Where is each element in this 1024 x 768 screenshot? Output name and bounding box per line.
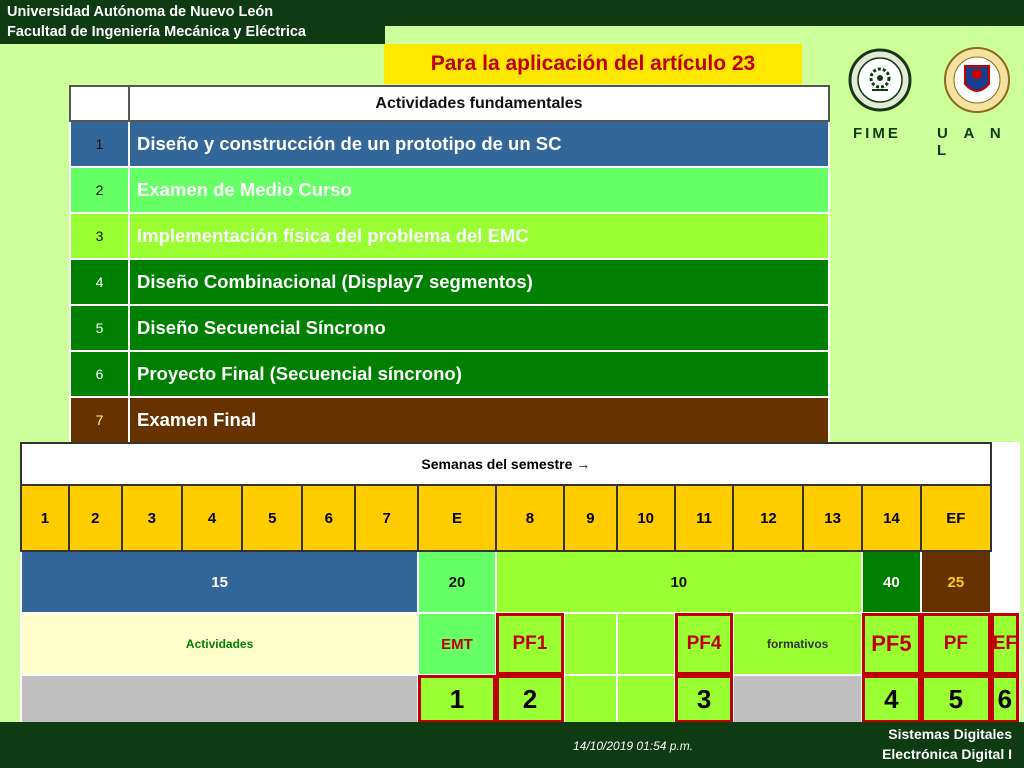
week-cell: 3 (122, 485, 182, 551)
week-cell: 13 (803, 485, 861, 551)
activities-header: Actividades fundamentales (129, 86, 829, 121)
faculty-name: Facultad de Ingeniería Mecánica y Eléctrica (7, 24, 306, 40)
week-cell: 2 (69, 485, 122, 551)
activity-code: PF1 (496, 613, 564, 675)
activity-row (70, 213, 829, 259)
weight-cell: 15 (21, 551, 418, 613)
empty-cell (564, 613, 617, 675)
activity-code: EF (991, 613, 1019, 675)
week-cell: 10 (617, 485, 675, 551)
course-name: Sistemas Digitales (888, 726, 1012, 742)
activity-row (70, 259, 829, 305)
empty-cell (564, 675, 617, 723)
order-number: 1 (418, 675, 496, 723)
activities-label: Actividades (21, 613, 418, 675)
activity-text: Proyecto Final (Secuencial síncrono) (129, 351, 829, 397)
weight-cell: 10 (496, 551, 862, 613)
activities-table (69, 85, 830, 444)
order-number: 2 (496, 675, 564, 723)
week-cell: 6 (302, 485, 355, 551)
activity-code: PF4 (675, 613, 734, 675)
activities-header-blank (70, 86, 129, 121)
empty-cell (617, 613, 675, 675)
week-cell: 12 (733, 485, 803, 551)
order-number: 4 (862, 675, 921, 723)
activities-row (21, 613, 1019, 675)
activity-number: 6 (70, 351, 129, 397)
slide-title: Para la aplicación del artículo 23 (384, 44, 802, 84)
activity-number: 4 (70, 259, 129, 305)
weeks-header: Semanas del semestre → (21, 443, 991, 485)
activity-row (70, 305, 829, 351)
weeks-header-row (21, 443, 1019, 485)
weeks-row (21, 485, 1019, 551)
activity-text: Examen Final (129, 397, 829, 443)
week-cell: 11 (675, 485, 734, 551)
activity-text: Diseño Combinacional (Display7 segmentos) (129, 259, 829, 305)
activity-row (70, 397, 829, 443)
week-cell: 4 (182, 485, 242, 551)
activity-row (70, 351, 829, 397)
empty-cell (21, 675, 418, 723)
uanl-label: U A N L (937, 125, 1007, 159)
week-cell: 14 (862, 485, 921, 551)
activity-text: Implementación física del problema del EMC (129, 213, 829, 259)
order-number: 3 (675, 675, 734, 723)
activity-number: 3 (70, 213, 129, 259)
header-cutout (385, 26, 1024, 44)
weight-cell: 40 (862, 551, 921, 613)
activity-code: PF (921, 613, 991, 675)
activity-row (70, 167, 829, 213)
activity-row (70, 121, 829, 167)
fime-label: FIME (853, 125, 901, 142)
empty-cell (617, 675, 675, 723)
weights-row (21, 551, 1019, 613)
week-cell: 5 (242, 485, 302, 551)
activity-code: EMT (418, 613, 496, 675)
activity-text: Diseño Secuencial Síncrono (129, 305, 829, 351)
schedule-table (20, 442, 1020, 724)
empty-cell (733, 675, 861, 723)
footer-bar (0, 722, 1024, 768)
weight-cell: 20 (418, 551, 496, 613)
activity-number: 2 (70, 167, 129, 213)
footer-date: 14/10/2019 01:54 p.m. (573, 739, 694, 753)
week-cell: EF (921, 485, 991, 551)
week-cell: 8 (496, 485, 564, 551)
activity-code: PF5 (862, 613, 921, 675)
activity-text: Examen de Medio Curso (129, 167, 829, 213)
activity-number: 5 (70, 305, 129, 351)
activity-number: 7 (70, 397, 129, 443)
university-name: Universidad Autónoma de Nuevo León (7, 4, 274, 20)
weight-cell: 25 (921, 551, 991, 613)
order-row (21, 675, 1019, 723)
activities-header-row (70, 86, 829, 121)
week-cell: 7 (355, 485, 418, 551)
week-cell: 9 (564, 485, 617, 551)
activity-code: formativos (733, 613, 861, 675)
course-subtitle: Electrónica Digital I (882, 746, 1012, 762)
order-number: 6 (991, 675, 1019, 723)
order-number: 5 (921, 675, 991, 723)
activity-text: Diseño y construcción de un prototipo de un SC (129, 121, 829, 167)
week-cell: 1 (21, 485, 69, 551)
activity-number: 1 (70, 121, 129, 167)
week-cell: E (418, 485, 496, 551)
